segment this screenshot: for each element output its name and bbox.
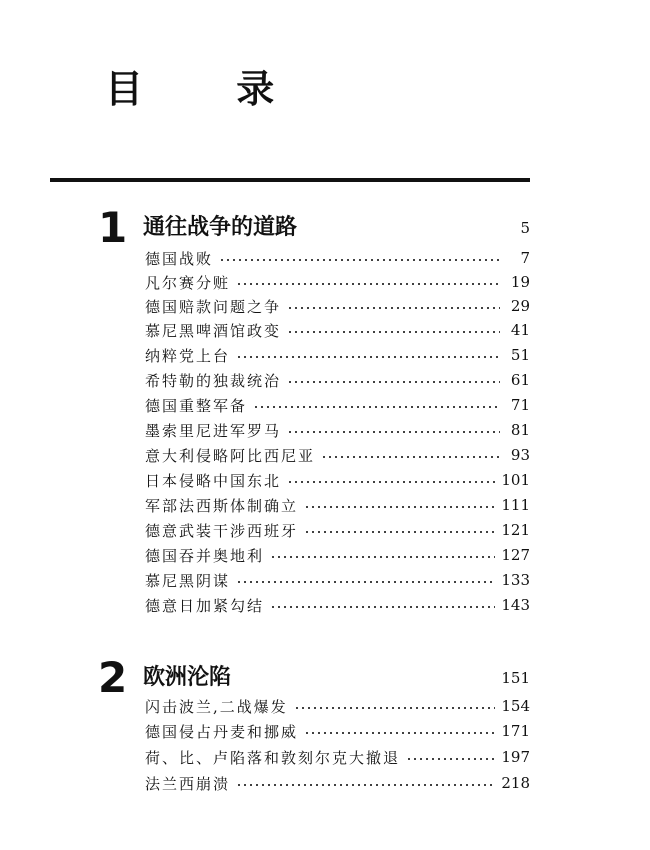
toc-entry[interactable]	[145, 518, 530, 542]
toc-entry[interactable]	[145, 493, 530, 517]
toc-entry[interactable]	[145, 745, 530, 769]
entry-page-number: 81	[510, 421, 530, 439]
toc-entry[interactable]	[145, 719, 530, 743]
entry-page-number: 154	[501, 697, 530, 715]
entry-page-number: 143	[501, 596, 530, 614]
entry-title: 慕尼黑阴谋	[145, 571, 231, 590]
entry-page-number: 127	[501, 546, 530, 564]
dot-leader	[287, 307, 500, 309]
toc-entry[interactable]	[145, 343, 530, 367]
chapter-heading[interactable]	[98, 203, 530, 252]
entry-title: 凡尔赛分赃	[145, 273, 231, 292]
entry-page-number: 218	[501, 774, 530, 792]
entry-page-number: 71	[510, 396, 530, 414]
toc-entry[interactable]	[145, 368, 530, 392]
dot-leader	[406, 758, 495, 760]
entry-page-number: 93	[510, 446, 530, 464]
toc-entry[interactable]	[145, 694, 530, 718]
toc-entry[interactable]	[145, 771, 530, 795]
dot-leader	[304, 531, 495, 533]
toc-entry[interactable]	[145, 246, 530, 270]
toc-entry[interactable]	[145, 568, 530, 592]
dot-leader	[236, 784, 495, 786]
entry-page-number: 197	[501, 748, 530, 766]
entry-page-number: 121	[501, 521, 530, 539]
entry-page-number: 29	[510, 297, 530, 315]
entry-title: 闪击波兰,二战爆发	[145, 697, 288, 716]
entry-title: 希特勒的独裁统治	[145, 371, 282, 390]
entry-title: 德国赔款问题之争	[145, 297, 282, 316]
entry-page-number: 101	[501, 471, 530, 489]
entry-title: 德国重整军备	[145, 396, 248, 415]
entry-page-number: 111	[501, 496, 530, 514]
entry-page-number: 171	[501, 722, 530, 740]
toc-entry[interactable]	[145, 393, 530, 417]
toc-entry[interactable]	[145, 294, 530, 318]
entry-title: 纳粹党上台	[145, 346, 231, 365]
title-divider	[50, 178, 530, 182]
entry-title: 意大利侵略阿比西尼亚	[145, 446, 316, 465]
chapter-title: 欧洲沦陷	[143, 665, 232, 690]
toc-entry[interactable]	[145, 443, 530, 467]
dot-leader	[304, 732, 495, 734]
entry-title: 墨索里尼进军罗马	[145, 421, 282, 440]
entry-title: 德意武装干涉西班牙	[145, 521, 299, 540]
toc-entry[interactable]	[145, 468, 530, 492]
dot-leader	[219, 259, 500, 261]
entry-title: 荷、比、卢陷落和敦刻尔克大撤退	[145, 748, 401, 767]
dot-leader	[321, 456, 500, 458]
entry-page-number: 7	[520, 249, 530, 267]
entry-page-number: 51	[510, 346, 530, 364]
dot-leader	[253, 406, 500, 408]
entry-title: 慕尼黑啤酒馆政变	[145, 321, 282, 340]
dot-leader	[236, 356, 500, 358]
dot-leader	[270, 606, 495, 608]
dot-leader	[236, 283, 500, 285]
toc-entry[interactable]	[145, 543, 530, 567]
entry-page-number: 41	[510, 321, 530, 339]
entry-page-number: 61	[510, 371, 530, 389]
entry-title: 法兰西崩溃	[145, 774, 231, 793]
toc-entry[interactable]	[145, 418, 530, 442]
dot-leader	[287, 331, 500, 333]
dot-leader	[287, 381, 500, 383]
entry-title: 日本侵略中国东北	[145, 471, 282, 490]
chapter-number: 2	[98, 653, 128, 702]
dot-leader	[287, 431, 500, 433]
dot-leader	[294, 707, 496, 709]
chapter-title: 通往战争的道路	[143, 215, 298, 240]
chapter-page-number: 151	[501, 669, 530, 687]
toc-entry[interactable]	[145, 270, 530, 294]
entry-page-number: 133	[501, 571, 530, 589]
toc-entry[interactable]	[145, 318, 530, 342]
dot-leader	[236, 581, 495, 583]
entry-title: 德意日加紧勾结	[145, 596, 265, 615]
entry-title: 德国吞并奥地利	[145, 546, 265, 565]
page-title: 目 录	[105, 67, 315, 111]
entry-title: 德国侵占丹麦和挪威	[145, 722, 299, 741]
toc-entry[interactable]	[145, 593, 530, 617]
dot-leader	[304, 506, 495, 508]
dot-leader	[287, 481, 495, 483]
dot-leader	[270, 556, 495, 558]
entry-title: 德国战败	[145, 249, 214, 268]
entry-page-number: 19	[510, 273, 530, 291]
chapter-number: 1	[98, 203, 128, 252]
chapter-page-number: 5	[520, 219, 530, 237]
entry-title: 军部法西斯体制确立	[145, 496, 299, 515]
